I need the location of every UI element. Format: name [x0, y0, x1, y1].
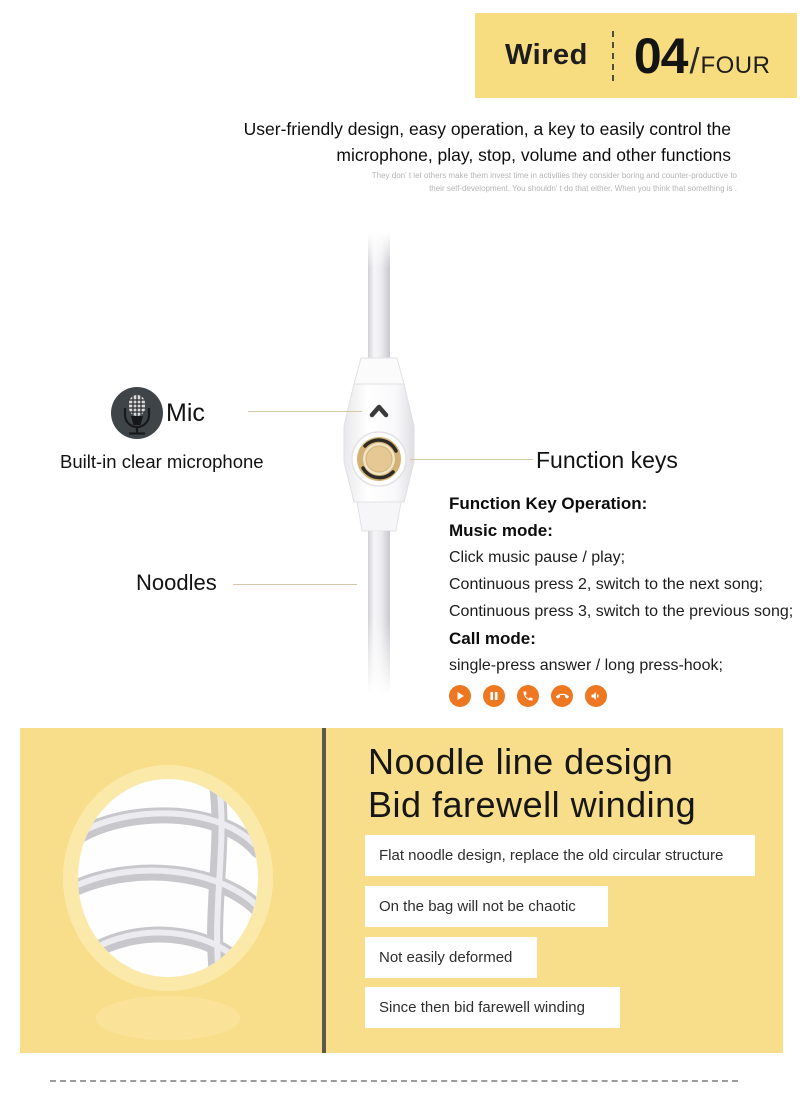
section-banner	[475, 13, 797, 98]
music-mode-item: Continuous press 2, switch to the next song;	[449, 576, 763, 593]
noodles-label: Noodles	[136, 570, 217, 595]
media-icons-row	[449, 685, 793, 707]
banner-dashed-divider	[612, 31, 614, 81]
music-mode-item: Continuous press 3, switch to the previous song;	[449, 603, 794, 620]
function-key-operation-block	[449, 492, 793, 707]
feature-item: Since then bid farewell winding	[365, 987, 620, 1028]
fine-print-line2: their self-development. You shouldn' t do that either. When you think that something is .	[429, 184, 737, 193]
bottom-heading-line2: Bid farewell winding	[368, 784, 697, 825]
call-mode-item: single-press answer / long press-hook;	[449, 657, 723, 674]
mic-caption: Built-in clear microphone	[60, 451, 264, 472]
speaker-icon	[585, 685, 607, 707]
bottom-heading-line1: Noodle line design	[368, 741, 674, 782]
remote-bottom-collar	[357, 502, 401, 531]
bottom-heading	[368, 740, 696, 826]
banner-number: 04	[633, 27, 688, 84]
call-answer-icon	[517, 685, 539, 707]
feature-item: Not easily deformed	[365, 937, 537, 978]
function-key-button	[352, 432, 406, 486]
operation-title: Function Key Operation:	[449, 494, 648, 513]
headline	[244, 116, 731, 168]
earphone-remote-illustration	[330, 230, 450, 710]
fine-print-line1: They don' t let others make them invest time in activities they consider boring and counter-productive to	[371, 171, 737, 180]
call-end-icon	[551, 685, 573, 707]
headline-line2: microphone, play, stop, volume and other functions	[336, 145, 731, 165]
remote-top-collar	[354, 358, 404, 384]
noodle-cable-illustration	[20, 728, 322, 1053]
mic-callout-line	[248, 411, 362, 412]
footer-dashed-line	[50, 1080, 738, 1082]
feature-item: Flat noodle design, replace the old circular structure	[365, 835, 755, 876]
music-mode-item: Click music pause / play;	[449, 549, 626, 566]
fine-print	[372, 169, 737, 195]
feature-item: On the bag will not be chaotic	[365, 886, 608, 927]
function-keys-callout-line	[410, 459, 533, 460]
music-mode-label: Music mode:	[449, 521, 553, 540]
function-keys-label: Function keys	[536, 447, 678, 473]
headline-line1: User-friendly design, easy operation, a key to easily control the	[243, 119, 731, 139]
microphone-icon	[110, 386, 164, 440]
pause-icon	[483, 685, 505, 707]
noodles-callout-line	[233, 584, 357, 585]
call-mode-label: Call mode:	[449, 629, 536, 648]
mic-label: Mic	[166, 399, 205, 427]
banner-number-group	[634, 27, 771, 85]
banner-category-label: Wired	[505, 39, 588, 71]
banner-number-word: FOUR	[700, 51, 771, 79]
banner-separator: /	[689, 39, 700, 81]
play-icon	[449, 685, 471, 707]
